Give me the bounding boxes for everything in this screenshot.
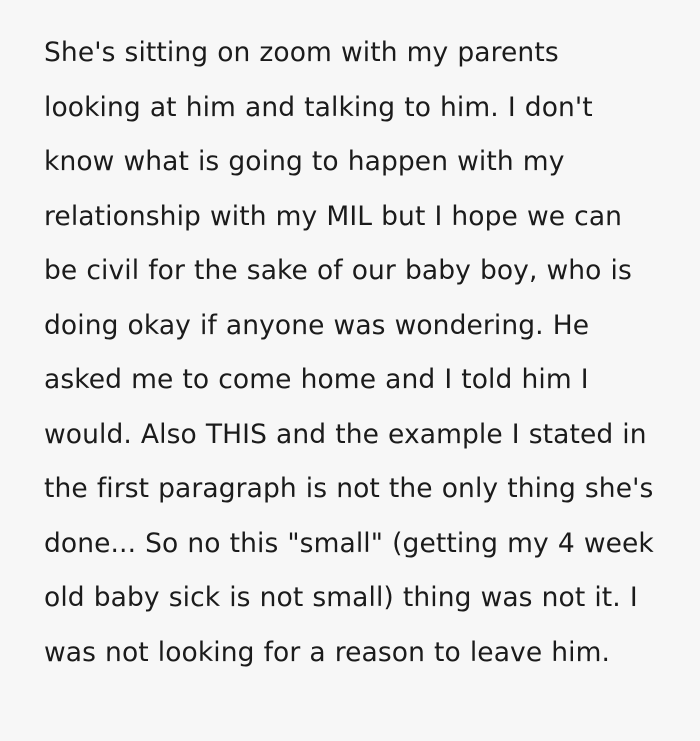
post-body-text: She's sitting on zoom with my parents looking at him and talking to him. I don't know what is going to happen with my relationship with my MIL but I hope we can be civil for the sake of our baby boy, who is doing okay if anyone was wondering. He asked me to come home and I told him I would. Also THIS and the example I stated in the first paragraph is not the only thing she's done... So no this "small" (getting my 4 week old baby sick is not small) thing was not it. I was not looking for a reason to leave him. — [44, 37, 663, 668]
